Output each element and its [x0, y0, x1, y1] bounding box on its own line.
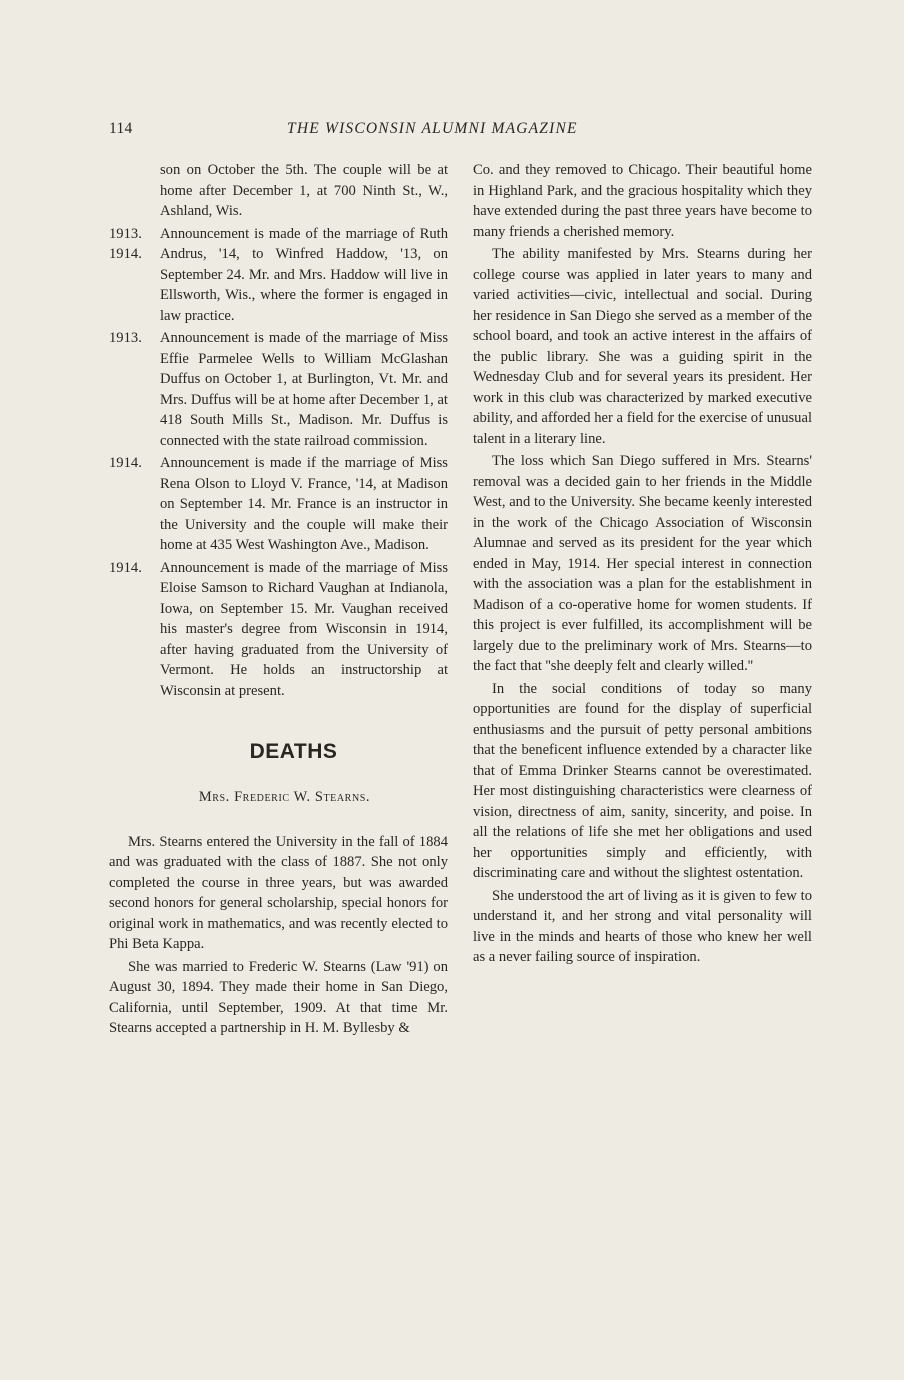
year-label: 1914. — [109, 246, 142, 262]
year-label: 1914. — [109, 455, 142, 471]
year-label: 1913. — [109, 225, 142, 242]
page-number: 114 — [109, 120, 133, 137]
deaths-heading: DEATHS — [249, 740, 338, 763]
announcement-years — [109, 453, 159, 474]
marriage-announcement — [109, 558, 448, 702]
obituary-paragraph: The ability manifested by Mrs. Stearns during her college course was applied in later years to many and varied activities—civic, intellectual and social. During her residence in San Diego she served as a member of the school board, and took an active interest in the affairs of the public library. She was a guiding spirit in the Wednesday Club and for several years its president. Her work in this club was characterized by marked executive ability, and afforded her a field for the exercise of unusual talent in a literary line. — [473, 246, 812, 447]
year-label: 1914. — [109, 559, 142, 576]
marriage-announcement — [109, 453, 448, 556]
obituary-paragraph: Co. and they removed to Chicago. Their beautiful home in Highland Park, and the gracious hospitality which they have extended during the past three years have become to many friends a cherished memory. — [473, 162, 812, 240]
marriage-announcement — [109, 224, 448, 327]
announcement-years — [109, 224, 159, 265]
continued-announcement: son on October the 5th. The couple will be at home after December 1, at 700 Ninth St., W., Ashland, Wis. — [160, 162, 448, 219]
obituary-name: Mrs. Frederic W. Stearns. — [198, 789, 371, 805]
obituary-paragraph: She understood the art of living as it is given to few to understand it, and her strong and vital personality will live in the minds and hearts of those who knew her well as a never failing source of inspiration. — [473, 887, 812, 965]
announcement-text: Announcement is made of the marriage of Miss Eloise Samson to Richard Vaughan at Indianola, Iowa, on September 15. Mr. Vaughan received his master's degree from Wisconsin in 1914, after having graduated from the University of Vermont. He holds an instructorship at Wisconsin at present. — [160, 559, 448, 699]
obituary-paragraph: Mrs. Stearns entered the University in the fall of 1884 and was graduated with the class of 1887. She not only completed the course in three years, but was awarded second honors for general scholarship, special honors for original work in mathematics, and was recently elected to Phi Beta Kappa. — [109, 833, 448, 952]
marriage-announcement — [109, 328, 448, 451]
announcement-years — [109, 328, 159, 349]
announcement-text: Announcement is made of the marriage of Miss Effie Parmelee Wells to William McGlashan Duffus on October 1, at Burlington, Vt. Mr. and Mrs. Duffus will be at home after December 1, at 418 South Mills St., Madison. Mr. Duffus is connected with the state railroad commission. — [160, 330, 448, 449]
announcement-text: Announcement is made if the marriage of Miss Rena Olson to Lloyd V. France, '14, at Madison on September 14. Mr. France is an instructor in the University and the couple will make their home at 435 West Washington Ave., Madison. — [160, 455, 448, 553]
left-column — [109, 160, 448, 1041]
announcement-text: Announcement is made of the marriage of Ruth Andrus, '14, to Winfred Haddow, '13, on September 24. Mr. and Mrs. Haddow will live in Ellsworth, Wis., where the former is engaged in law practice. — [160, 225, 448, 324]
obituary-paragraph: In the social conditions of today so many opportunities are found for the display of superficial enthusiasms and the pursuit of petty personal ambitions that the beneficent influence extended by a character like that of Emma Drinker Stearns cannot be overestimated. Her most distinguishing characteristics were clearness of vision, directness of aim, sanity, sincerity, and poise. In all the relations of life she met her obligations and used her opportunities simply and efficiently, with discriminating care and without the slightest ostentation. — [473, 680, 812, 881]
obituary-paragraph: She was married to Frederic W. Stearns (Law '91) on August 30, 1894. They made their home in San Diego, California, until September, 1909. At that time Mr. Stearns accepted a partnership in H. M. Byllesby & — [109, 958, 448, 1036]
year-label: 1913. — [109, 330, 142, 346]
obituary-paragraph: The loss which San Diego suffered in Mrs. Stearns' removal was a decided gain to her friends in the Middle West, and to the University. She became keenly interested in the work of the Chicago Association of Wisconsin Alumnae and served as its president for the year which ended in May, 1914. Her special interest in connection with the association was a plan for the establishment in Madison of a co-operative home for women students. If this project is ever fulfilled, its accomplishment will be largely due to the preliminary work of Mrs. Stearns—to the fact that ''she deeply felt and clearly willed.'' — [473, 453, 812, 674]
page-header — [109, 120, 809, 142]
right-column — [473, 160, 812, 970]
announcement-years — [109, 558, 159, 579]
running-title: THE WISCONSIN ALUMNI MAGAZINE — [287, 120, 578, 137]
